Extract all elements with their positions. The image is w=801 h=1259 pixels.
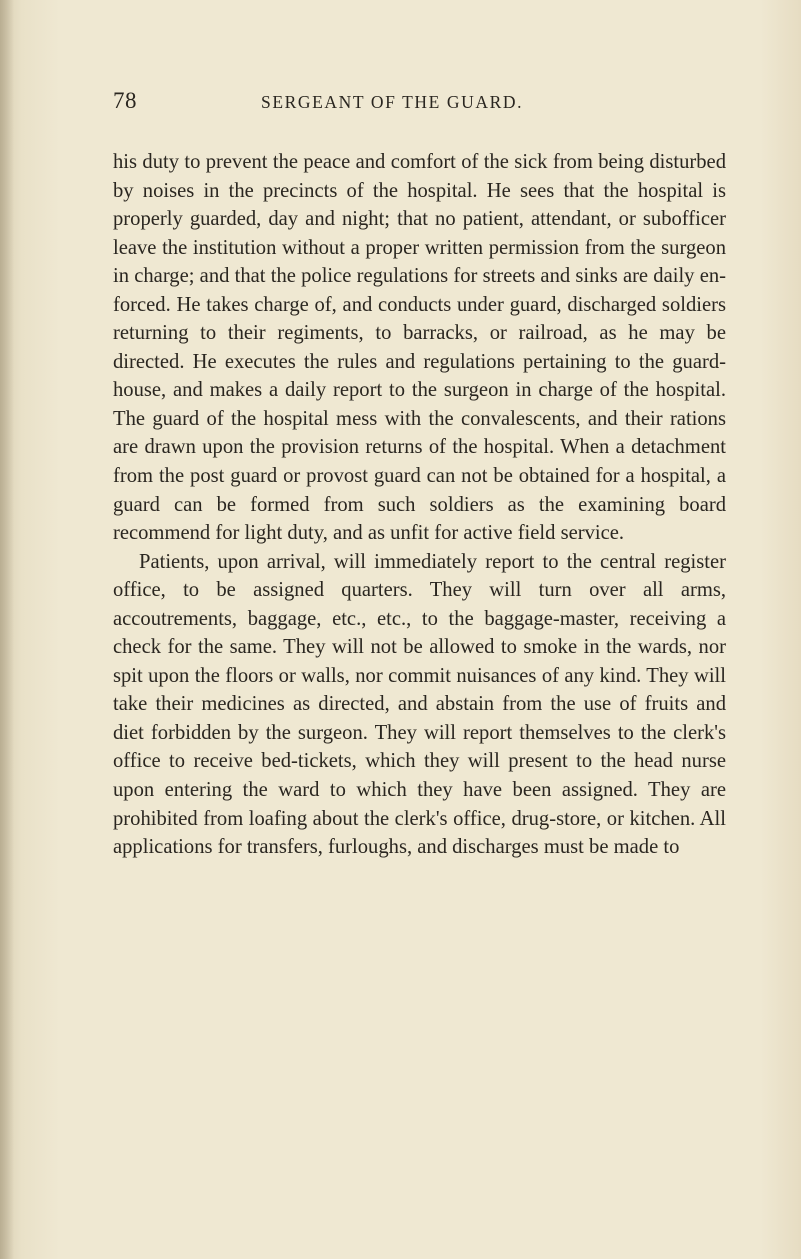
paragraph-continued: his duty to prevent the peace and comfort of the sick from being disturbed by noises in the precincts of the hospital. He sees that the hospital is properly guarded, day and night; that no patient, attendant, or subofficer leave the institution without a proper written permission from the surgeon in charge; and that the police regulations for streets and sinks are daily enforced. He takes charge of, and conducts under guard, discharged soldiers returning to their regiments, to barracks, or railroad, as he may be directed. He executes the rules and regulations pertaining to the guardhouse, and makes a daily report to the surgeon in charge of the hospital. The guard of the hospital mess with the convalescents, and their rations are drawn upon the provision returns of the hospital. When a detachment from the post guard or provost guard can not be obtained for a hospital, a guard can be formed from such soldiers as the examining board recommend for light duty, and as unfit for active field service. (113, 151, 726, 545)
body-text (113, 148, 726, 862)
paragraph-patients: Patients, upon arrival, will immediately report to the central register office, to be assigned quarters. They will turn over all arms, accoutrements, baggage, etc., etc., to the baggage-master, receiving a check for the same. They will not be allowed to smoke in the wards, nor spit upon the floors or walls, nor commit nuisances of any kind. They will take their medicines as directed, and abstain from the use of fruits and diet forbidden by the surgeon. They will report themselves to the clerk's office to receive bed-tickets, which they will present to the head nurse upon entering the ward to which they have been assigned. They are prohibited from loafing about the clerk's office, drug-store, or kitchen. All applications for transfers, furloughs, and discharges must be made to (113, 550, 726, 859)
running-title: SERGEANT OF THE GUARD. (261, 92, 524, 112)
page-gutter-shadow (0, 0, 14, 1259)
page-number: 78 (113, 88, 137, 113)
running-head (113, 88, 723, 118)
